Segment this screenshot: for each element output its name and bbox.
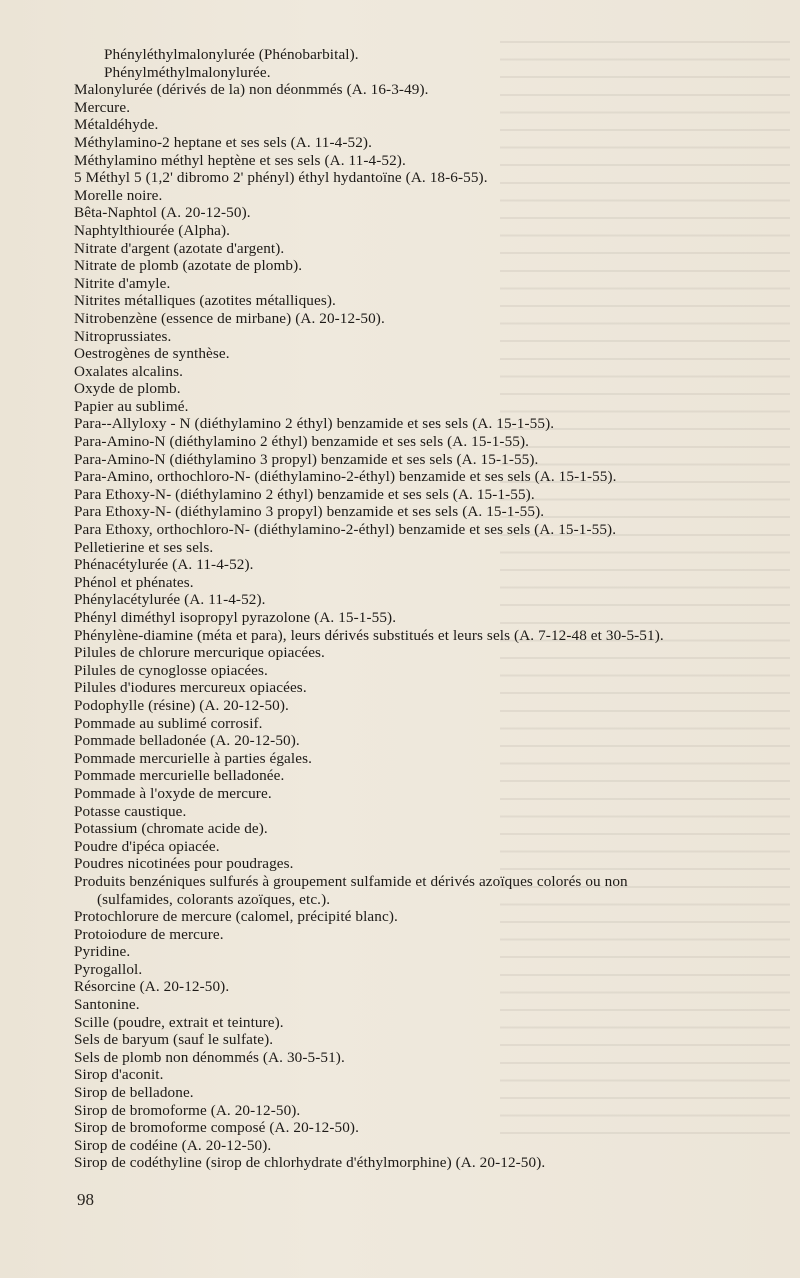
list-entry: Para-Amino-N (diéthylamino 3 propyl) benzamide et ses sels (A. 15-1-55). (74, 450, 539, 468)
list-entry: Bêta-Naphtol (A. 20-12-50). (74, 204, 251, 222)
list-entry: Potasse caustique. (74, 802, 187, 820)
list-entry: Phényl diméthyl isopropyl pyrazolone (A. 15-1-55). (74, 609, 397, 626)
page-number: 98 (77, 1190, 94, 1209)
list-entry: Pilules de cynoglosse opiacées. (74, 661, 268, 679)
list-entry: Nitrites métalliques (azotites métalliques). (74, 292, 336, 310)
list-entry: Pyridine. (74, 943, 131, 961)
list-entry: Phénacétylurée (A. 11-4-52). (74, 556, 254, 574)
list-entry: Poudre d'ipéca opiacée. (74, 837, 220, 855)
list-entry: Phénol et phénates. (74, 573, 194, 591)
list-entry: Santonine. (74, 996, 140, 1014)
list-entry: 5 Méthyl 5 (1,2' dibromo 2' phényl) éthyl hydantoïne (A. 18-6-55). (74, 169, 488, 187)
substance-list (0, 46, 800, 1172)
list-entry: Potassium (chromate acide de). (74, 820, 268, 838)
list-entry: Para--Allyloxy - N (diéthylamino 2 éthyl) benzamide et ses sels (A. 15-1-55). (74, 415, 555, 433)
list-entry: Sirop d'aconit. (74, 1066, 164, 1084)
list-entry: Phényléthylmalonylurée (Phénobarbital). (104, 46, 359, 63)
list-entry: Oxalates alcalins. (74, 362, 184, 380)
list-entry: Pilules d'iodures mercureux opiacées. (74, 679, 307, 697)
list-entry: Pelletierine et ses sels. (74, 538, 214, 556)
list-entry: Para Ethoxy-N- (diéthylamino 3 propyl) benzamide et ses sels (A. 15-1-55). (74, 503, 545, 521)
list-entry: Pommade belladonée (A. 20-12-50). (74, 732, 300, 750)
list-entry: Papier au sublimé. (74, 397, 189, 415)
list-entry: Protochlorure de mercure (calomel, précipité blanc). (74, 908, 398, 926)
list-entry: Produits benzéniques sulfurés à groupement sulfamide et dérivés azoïques colorés ou non (74, 872, 628, 890)
list-entry: Méthylamino méthyl heptène et ses sels (A. 11-4-52). (74, 151, 406, 169)
list-entry: Pommade mercurielle à parties égales. (74, 749, 312, 767)
list-entry: Malonylurée (dérivés de la) non déonmmés (A. 16-3-49). (74, 81, 429, 99)
list-entry: Pommade mercurielle belladonée. (74, 767, 285, 785)
list-entry: Sels de baryum (sauf le sulfate). (74, 1031, 274, 1049)
list-entry: Métaldéhyde. (74, 116, 159, 134)
list-entry: Nitrate de plomb (azotate de plomb). (74, 257, 303, 275)
list-entry: Para-Amino, orthochloro-N- (diéthylamino-2-éthyl) benzamide et ses sels (A. 15-1-55). (74, 468, 617, 486)
list-entry: Nitrate d'argent (azotate d'argent). (74, 239, 285, 257)
list-entry: Phénylacétylurée (A. 11-4-52). (74, 591, 266, 609)
list-entry: Pyrogallol. (74, 960, 143, 978)
list-entry: Podophylle (résine) (A. 20-12-50). (74, 696, 289, 714)
list-entry: Sels de plomb non dénommés (A. 30-5-51). (74, 1048, 345, 1066)
list-entry: Pommade au sublimé corrosif. (74, 714, 263, 732)
list-entry: Pilules de chlorure mercurique opiacées. (74, 644, 325, 662)
list-entry: Poudres nicotinées pour poudrages. (74, 855, 294, 873)
list-entry: Nitrite d'amyle. (74, 274, 171, 292)
list-entry: Mercure. (74, 98, 131, 116)
list-entry: Méthylamino-2 heptane et ses sels (A. 11-4-52). (74, 133, 372, 151)
list-entry: Résorcine (A. 20-12-50). (74, 978, 230, 996)
list-entry: Para-Amino-N (diéthylamino 2 éthyl) benzamide et ses sels (A. 15-1-55). (74, 433, 530, 451)
list-entry: Naphtylthiourée (Alpha). (74, 221, 231, 239)
list-entry: Pommade à l'oxyde de mercure. (74, 784, 272, 802)
list-entry-continuation: (sulfamides, colorants azoïques, etc.). (97, 890, 331, 908)
list-entry: Phénylméthylmalonylurée. (104, 63, 271, 81)
list-entry: Protoiodure de mercure. (74, 925, 224, 943)
list-entry: Scille (poudre, extrait et teinture). (74, 1013, 284, 1031)
list-entry: Nitroprussiates. (74, 327, 172, 345)
list-entry: Sirop de bromoforme (A. 20-12-50). (74, 1101, 301, 1119)
list-entry: Oxyde de plomb. (74, 380, 181, 398)
list-entry: Phénylène-diamine (méta et para), leurs dérivés substitués et leurs sels (A. 7-12-48 et 30-5-51). (74, 626, 664, 644)
list-entry: Para Ethoxy-N- (diéthylamino 2 éthyl) benzamide et ses sels (A. 15-1-55). (74, 485, 535, 503)
list-entry: Sirop de codéine (A. 20-12-50). (74, 1136, 272, 1154)
list-entry: Para Ethoxy, orthochloro-N- (diéthylamino-2-éthyl) benzamide et ses sels (A. 15-1-55). (74, 521, 617, 539)
list-entry: Sirop de bromoforme composé (A. 20-12-50). (74, 1119, 359, 1137)
list-entry: Sirop de codéthyline (sirop de chlorhydrate d'éthylmorphine) (A. 20-12-50). (74, 1154, 546, 1172)
list-entry: Oestrogènes de synthèse. (74, 345, 230, 363)
list-entry: Nitrobenzène (essence de mirbane) (A. 20-12-50). (74, 309, 385, 327)
list-entry: Sirop de belladone. (74, 1084, 194, 1102)
list-entry: Morelle noire. (74, 186, 163, 204)
